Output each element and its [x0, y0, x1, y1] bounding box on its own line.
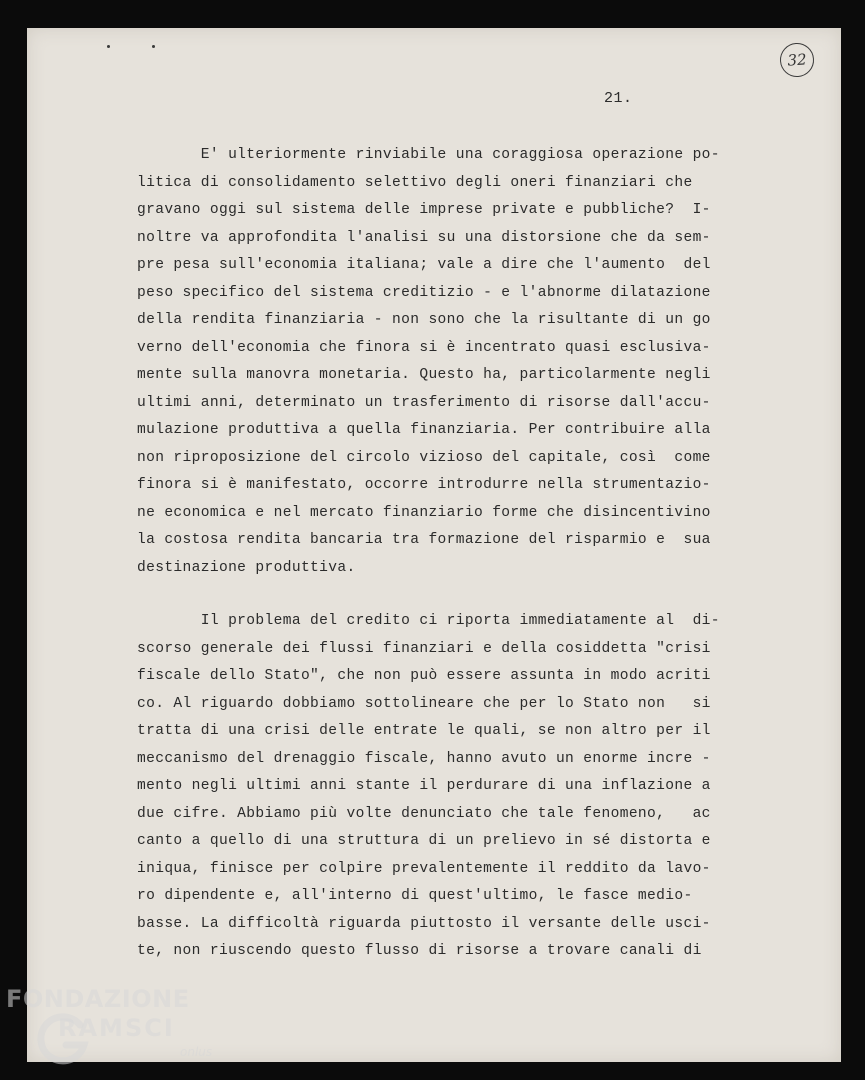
- text-line: scorso generale dei flussi finanziari e della cosiddetta "crisi: [137, 640, 711, 657]
- text-line: gravano oggi sul sistema delle imprese private e pubbliche? I-: [137, 202, 711, 218]
- page-number: 21.: [604, 90, 633, 107]
- body-text: [137, 142, 737, 966]
- text-line: E' ulteriormente rinviabile una coraggiosa operazione po-: [137, 147, 720, 163]
- text-line: co. Al riguardo dobbiamo sottolineare che per lo Stato non si: [137, 695, 711, 712]
- text-line: due cifre. Abbiamo più volte denunciato che tale fenomeno, ac: [137, 805, 711, 822]
- text-line: te, non riuscendo questo flusso di risorse a trovare canali di: [137, 943, 702, 959]
- paragraph-1: [137, 142, 737, 582]
- punch-dot: [107, 45, 110, 48]
- text-line: Il problema del credito ci riporta immediatamente al di-: [137, 613, 720, 629]
- watermark-line1: FONDAZIONE: [6, 985, 190, 1013]
- paragraph-2: [137, 608, 737, 966]
- text-line: mento negli ultimi anni stante il perdurare di una inflazione a: [137, 778, 711, 794]
- watermark-suffix: onlus: [180, 1045, 213, 1059]
- text-line: pre pesa sull'economia italiana; vale a dire che l'aumento del: [137, 257, 711, 273]
- fondazione-gramsci-watermark: [6, 985, 226, 1075]
- punch-dot: [152, 45, 155, 48]
- document-page: [27, 28, 841, 1062]
- text-line: mulazione produttiva a quella finanziaria. Per contribuire alla: [137, 422, 711, 438]
- text-line: ne economica e nel mercato finanziario forme che disincentivino: [137, 504, 711, 521]
- text-line: noltre va approfondita l'analisi su una distorsione che da sem-: [137, 229, 711, 246]
- text-line: della rendita finanziaria - non sono che la risultante di un go: [137, 312, 711, 328]
- archive-number-stamp: 32: [779, 42, 815, 78]
- text-line: verno dell'economia che finora si è incentrato quasi esclusiva-: [137, 339, 711, 356]
- text-line: tratta di una crisi delle entrate le quali, se non altro per il: [137, 723, 711, 739]
- text-line: finora si è manifestato, occorre introdurre nella strumentazio-: [137, 477, 711, 493]
- text-line: la costosa rendita bancaria tra formazione del risparmio e sua: [137, 532, 711, 548]
- text-line: non riproposizione del circolo vizioso del capitale, così come: [137, 449, 711, 466]
- watermark-line2: RAMSCI: [58, 1014, 175, 1042]
- text-line: fiscale dello Stato", che non può essere assunta in modo acriti: [137, 668, 711, 684]
- paragraph-gap: [137, 582, 737, 608]
- text-line: meccanismo del drenaggio fiscale, hanno avuto un enorme incre -: [137, 750, 711, 767]
- text-line: litica di consolidamento selettivo degli oneri finanziari che: [137, 174, 693, 191]
- text-line: canto a quello di una struttura di un prelievo in sé distorta e: [137, 833, 711, 849]
- text-line: ro dipendente e, all'interno di quest'ultimo, le fasce medio-: [137, 888, 693, 904]
- text-line: mente sulla manovra monetaria. Questo ha, particolarmente negli: [137, 367, 711, 383]
- text-line: peso specifico del sistema creditizio - e l'abnorme dilatazione: [137, 284, 711, 301]
- text-line: ultimi anni, determinato un trasferimento di risorse dall'accu-: [137, 394, 711, 411]
- text-line: basse. La difficoltà riguarda piuttosto il versante delle usci-: [137, 915, 711, 932]
- text-line: destinazione produttiva.: [137, 559, 356, 576]
- text-line: iniqua, finisce per colpire prevalentemente il reddito da lavo-: [137, 860, 711, 877]
